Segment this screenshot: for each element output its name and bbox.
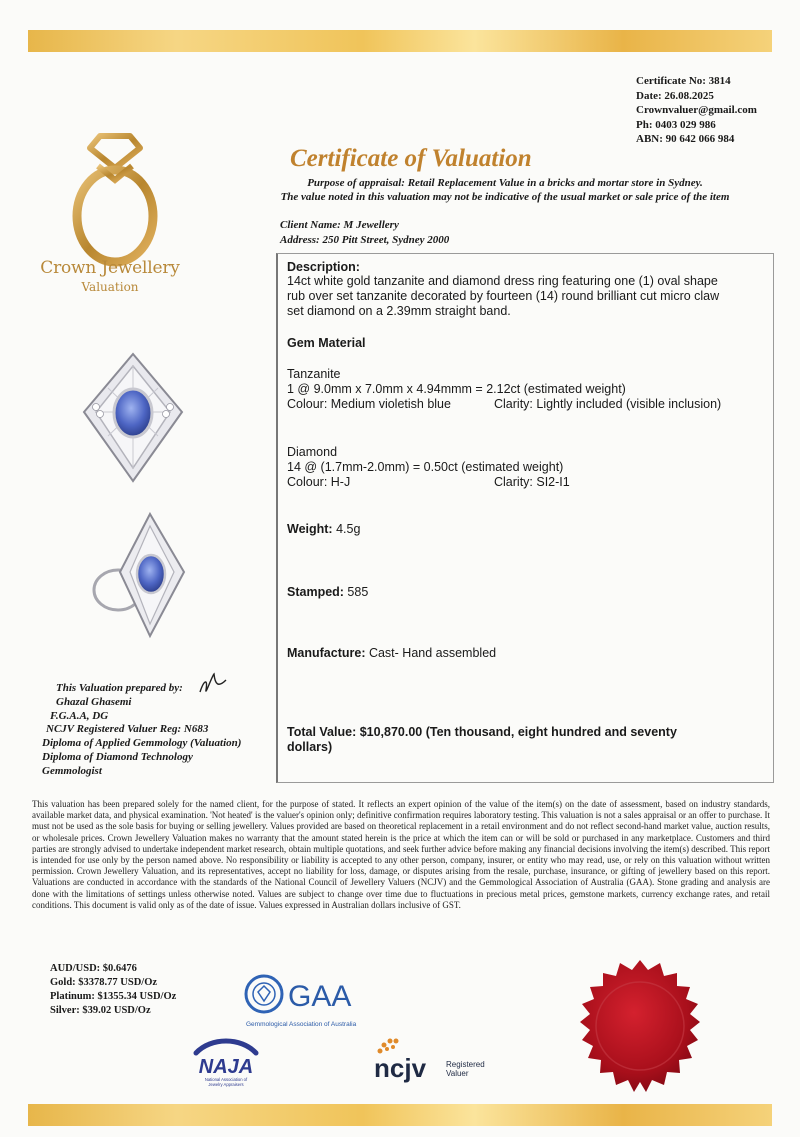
rate-silver: Silver: $39.02 USD/Oz	[50, 1005, 151, 1016]
valuer-diploma: Diploma of Diamond Technology	[42, 750, 193, 763]
stamped-field	[287, 585, 368, 600]
disclaimer-text: This valuation has been prepared solely for the named client, for the purpose of stated. It reflects an expert opinion of the value of the item(s) on the date of assessment, based on industry standards, available market data, and physical examination. 'Not heated' is the valuer's opinion only; definitive confirmation requires laboratory testing. This valuation is not a sales appraisal or an offer to purchase. It must not be used as the sole basis for buying or selling jewellery. Values provided are based on theoretical replacement in a retail environment and do not reflect second-hand market value, auction results, or wholesale prices. Crown Jewellery Valuation makes no warranty that the amount stated herein is the price at which the item can or will be sold or purchased in any marketplace. Customers and third parties are strongly advised to undertake independent market research, obtain multiple quotations, and seek further advice before making any financial decisions involving the item(s) described. This report is intended for use only by the person named above. No responsibility or liability is accepted to any other person, company, insurer, or entity who may read, use, or rely on this valuation without written permission. Crown Jewellery Valuation, and its representatives, accept no liability for loss, damage, or disputes arising from the resale, purchase, insurance, or gifting of jewellery based on this report. Valuations are conducted in accordance with the standards of the National Council of Jewellery Valuers (NCJV) and the Gemmological Association of Australia (GAA). Stone grading and analysis are done with the limitations of settings unless otherwise noted. Values are subject to change over time due to fluctuations in precious metal prices, gemstone markets, currency exchange rates, and retail conditions. This document is valid only as of the date of issue. Values expressed in Australian dollars inclusive of GST.	[32, 799, 770, 910]
manufacture-field	[287, 646, 496, 661]
brand-name: Crown Jewellery	[40, 258, 180, 278]
naja-text: NAJA	[198, 1056, 254, 1078]
tanzanite-measure: 1 @ 9.0mm x 7.0mm x 4.94mmm = 2.12ct (estimated weight)	[287, 382, 626, 396]
tanzanite-name: Tanzanite	[287, 367, 341, 381]
bottom-gold-bar	[28, 1104, 772, 1126]
page-title: Certificate of Valuation	[290, 145, 532, 172]
signature	[196, 670, 232, 700]
diamond-measure: 14 @ (1.7mm-2.0mm) = 0.50ct (estimated weight)	[287, 460, 564, 474]
gaa-emblem-icon	[246, 976, 282, 1012]
client-info	[280, 218, 449, 248]
gaa-text: GAA	[288, 980, 352, 1013]
prepared-label: This Valuation prepared by:	[56, 682, 183, 694]
tanzanite-colour: Colour: Medium violetish blue	[287, 397, 451, 411]
weight-value: 4.5g	[332, 522, 361, 536]
valuer-role: Gemmologist	[42, 764, 102, 777]
ncjv-subtext: Registered	[446, 1060, 485, 1069]
description-line: rub over set tanzanite decorated by fourteen (14) round brilliant cut micro claw	[287, 289, 720, 303]
diamond-name: Diamond	[287, 445, 338, 459]
top-gold-bar	[28, 30, 772, 52]
tanzanite-clarity: Clarity: Lightly included (visible inclusion)	[494, 397, 722, 411]
manufacture-value: Cast- Hand assembled	[365, 646, 497, 660]
ncjv-text: ncjv	[374, 1053, 427, 1083]
client-address: Address: 250 Pitt Street, Sydney 2000	[280, 234, 450, 246]
total-value-cont: dollars)	[287, 740, 333, 754]
certificate-date: Date: 26.08.2025	[636, 89, 714, 102]
ncjv-subtext: Valuer	[446, 1069, 469, 1078]
weight-field	[287, 522, 360, 537]
description-heading: Description:	[287, 260, 360, 274]
abn-number: ABN: 90 642 066 984	[636, 133, 735, 145]
ncjv-logo	[370, 1033, 510, 1088]
client-name: Client Name: M Jewellery	[280, 219, 399, 231]
naja-logo	[186, 1035, 266, 1090]
description-box	[276, 253, 774, 783]
total-value: Total Value: $10,870.00 (Ten thousand, eight hundred and seventy	[287, 725, 677, 739]
valuer-postnominals: F.G.A.A, DG	[50, 709, 109, 722]
valuer-registration: NCJV Registered Valuer Reg: N683	[46, 723, 209, 736]
ncjv-dots-icon	[378, 1039, 399, 1054]
description-line: set diamond on a 2.39mm straight band.	[287, 304, 511, 318]
naja-subtext: National Association of	[204, 1077, 248, 1082]
certificate-meta	[636, 74, 757, 147]
gaa-subtext: Gemmological Association of Australia	[246, 1021, 357, 1028]
contact-phone: Ph: 0403 029 986	[636, 118, 716, 131]
rate-aud-usd: AUD/USD: $0.6476	[50, 963, 137, 974]
rate-platinum: Platinum: $1355.34 USD/Oz	[50, 991, 177, 1002]
brand-subtitle: Valuation	[81, 280, 139, 294]
stamped-label: Stamped:	[287, 585, 344, 599]
certificate-number: Certificate No: 3814	[636, 75, 731, 87]
naja-subtext: Jewelry Appraisers	[208, 1082, 244, 1087]
ring-side-photo	[88, 510, 188, 640]
purpose-line: Purpose of appraisal: Retail Replacement Value in a bricks and mortar store in Sydney.	[307, 177, 703, 189]
gaa-logo	[242, 970, 382, 1030]
purpose-statement	[240, 176, 770, 204]
rate-gold: Gold: $3378.77 USD/Oz	[50, 977, 158, 988]
stamped-value: 585	[343, 585, 369, 599]
valuer-diploma: Diploma of Applied Gemmology (Valuation)	[42, 737, 242, 750]
valuer-name: Ghazal Ghasemi	[56, 695, 132, 708]
weight-label: Weight:	[287, 522, 333, 536]
market-rates	[50, 962, 176, 1018]
red-wax-seal-icon	[560, 946, 720, 1106]
diamond-clarity: Clarity: SI2-I1	[494, 475, 570, 489]
diamond-colour: Colour: H-J	[287, 475, 351, 489]
purpose-note: The value noted in this valuation may not be indicative of the usual market or sale price of the item	[280, 191, 730, 203]
ring-front-photo	[78, 350, 188, 485]
gem-material-heading: Gem Material	[287, 336, 366, 350]
manufacture-label: Manufacture:	[287, 646, 366, 660]
description-line: 14ct white gold tanzanite and diamond dress ring featuring one (1) oval shape	[287, 274, 718, 288]
contact-email: Crownvaluer@gmail.com	[636, 104, 757, 116]
